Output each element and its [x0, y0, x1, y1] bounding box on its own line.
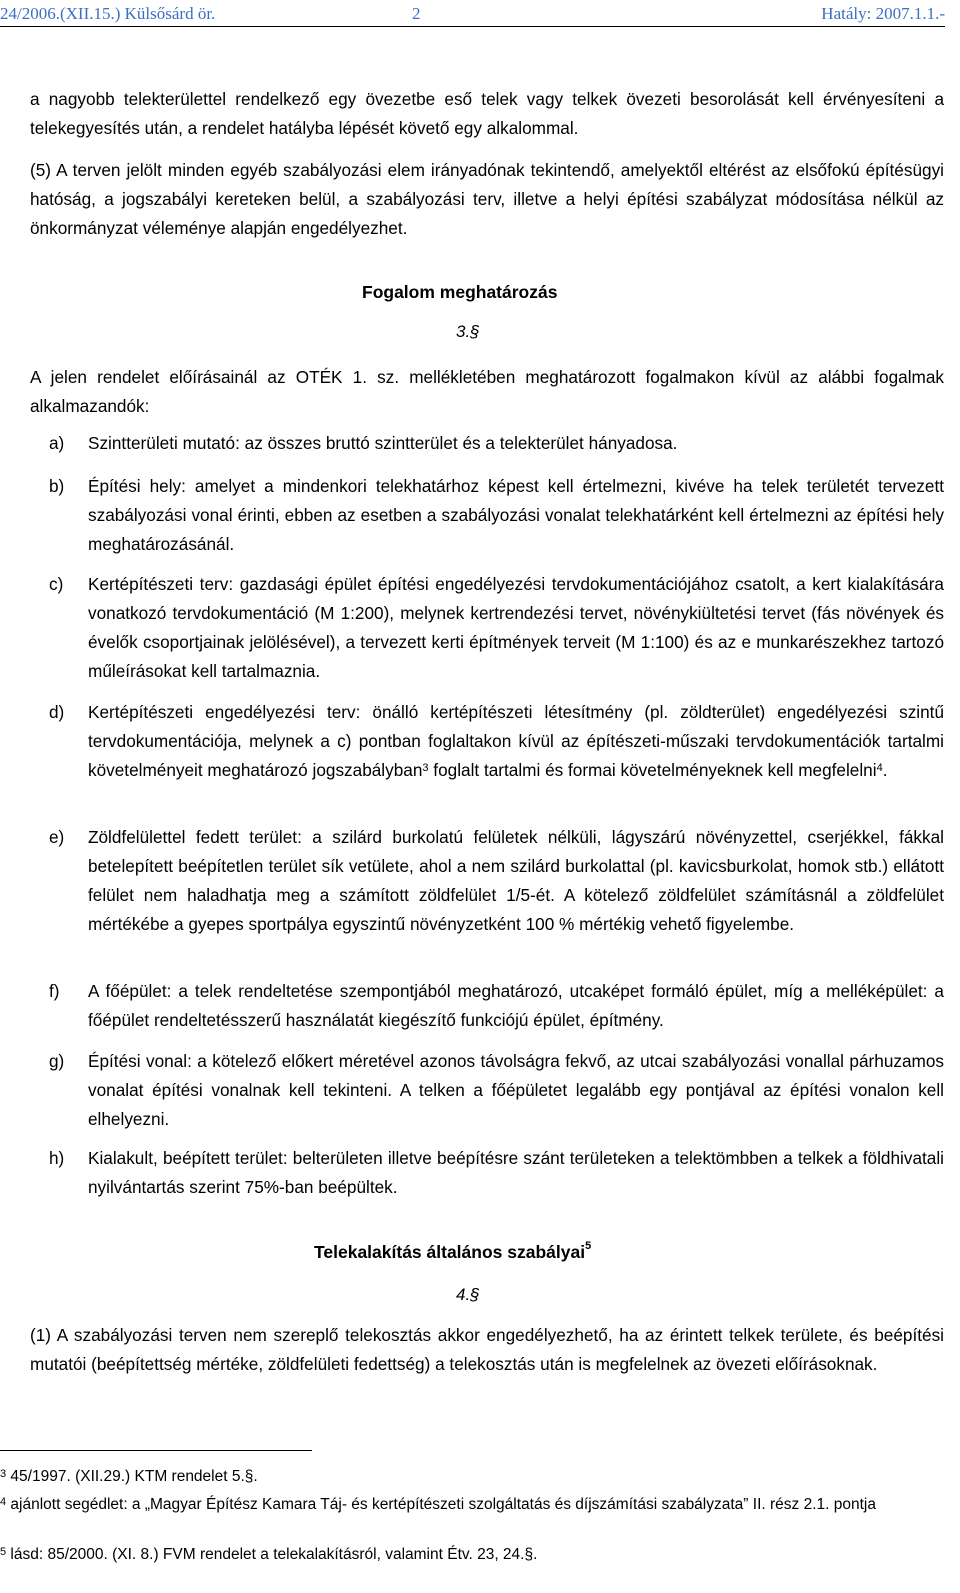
continuation-paragraph: a nagyobb telekterülettel rendelkező egy övezetbe eső telek vagy telkek övezeti besorolását kell érvényesíteni a telekegyesítés után, a rendelet hatályba lépését követő egy alkalommal.: [30, 89, 944, 138]
footnote-text: lásd: 85/2000. (XI. 8.) FVM rendelet a telekalakításról, valamint Étv. 23, 24.§.: [6, 1546, 538, 1563]
paragraph-5: (5) A terven jelölt minden egyéb szabályozási elem irányadónak tekintendő, amelyektől eltérést az elsőfokú építésügyi hatóság, a jogszabályi kereteken belül, a szabályozási terv, illetve a helyi építési szabályzat módosítása nélkül az önkormányzat véleménye alapján engedélyezhet.: [30, 160, 944, 238]
definition-item-f: [49, 977, 944, 1035]
item-label: f): [49, 981, 60, 1001]
item-text: Zöldfelülettel fedett terület: a szilárd burkolatú felületek nélküli, lágyszárú növényzettel, cserjékkel, fákkal betelepített beépítetlen terület sík vetülete, ahol a nem szilárd burkolattal (pl. kavicsburkolat, homok stb.) ellátott felület nem haladhatja meg a számított zöldfelület 1/5-ét. A kötelező zöldfelület számításnál a zöldfelület mértékébe a gyepes sportpálya egyszintű növényzetként 100 % mértékig vehető figyelembe.: [88, 827, 944, 934]
definition-item-c: [49, 570, 944, 686]
footnote-text: ajánlott segédlet: a „Magyar Építész Kamara Táj- és kertépítészeti szolgáltatás és díjszámítási szabályzata” II. rész 2.1. pontja: [6, 1496, 876, 1513]
header-effective-date: Hatály: 2007.1.1.-: [821, 4, 945, 23]
item-text: [88, 698, 944, 785]
definition-item-d: [49, 698, 944, 785]
item-label: c): [49, 574, 64, 594]
header-page-number: 2: [412, 4, 421, 23]
footnote-ref-3[interactable]: 3: [422, 762, 429, 774]
item-label: e): [49, 827, 65, 847]
item-text-part: foglalt tartalmi és formai követelményeknek kell megfelelni: [428, 760, 877, 780]
item-label: b): [49, 476, 65, 496]
definition-item-b: [49, 472, 944, 559]
header-document-id: 24/2006.(XII.15.) Külsősárd ör.: [0, 4, 216, 23]
footnote-number: 3: [0, 1468, 7, 1480]
item-text: Szintterületi mutató: az összes bruttó szintterület és a telekterület hányadosa.: [88, 433, 678, 453]
item-text: Építési hely: amelyet a mindenkori telekhatárhoz képest kell értelmezni, kivéve ha telek területét tervezett szabályozási vonal érinti, ebben az esetben a szabályozási vonalat telekhatárként kell értelmezni az építési hely meghatározásánál.: [88, 476, 944, 554]
footnote-3: [0, 1464, 944, 1489]
item-label: h): [49, 1148, 65, 1168]
item-text: A főépület: a telek rendeltetése szempontjából meghatározó, utcaképet formáló épület, míg a melléképület: a főépület rendeltetésszerű használatát kiegészítő funkciójú épület, építmény.: [88, 981, 944, 1030]
item-label: a): [49, 433, 65, 453]
page-header: [0, 4, 945, 27]
item-text-part: .: [882, 760, 888, 780]
item-text-part: Kertépítészeti engedélyezési terv: önálló kertépítészeti létesítmény (pl. zöldterület) engedélyezési szintű tervdokumentációja, melynek a c) pontban foglaltakon kívül az építészeti-műszaki tervdokumentációk tartalmi követelményeit meghatározó jogszabályban: [88, 702, 944, 780]
footnote-ref-5[interactable]: 5: [585, 1240, 592, 1252]
section-4-number: 4.§: [456, 1285, 480, 1304]
section-3-heading: Fogalom meghatározás: [362, 282, 558, 302]
item-text: Kertépítészeti terv: gazdasági épület építési engedélyezési tervdokumentációjához csatolt, a kert kialakítására vonatkozó tervdokumentáció (M 1:200), melynek kertrendezési tervet, növénykiültetési tervet (fás növények és évelők csoportjainak jelölésével), a tervezett kerti építmények terveit (M 1:100) és az e munkarészekhez tartozó műleírásokat kell tartalmaznia.: [88, 574, 944, 681]
item-text: Kialakult, beépített terület: belterületen illetve beépítésre szánt területeken a telektömbben a telkek a földhivatali nyilvántartás szerint 75%-ban beépültek.: [88, 1148, 944, 1197]
footnote-number: 5: [0, 1546, 7, 1558]
item-text: Építési vonal: a kötelező előkert méretével azonos távolságra fekvő, az utcai szabályozási vonallal párhuzamos vonalat építési vonalnak kell tekinteni. A telken a főépületet legalább egy pontjával az építési vonalon kell elhelyezni.: [88, 1051, 944, 1129]
item-label: d): [49, 702, 65, 722]
section-3-intro: A jelen rendelet előírásainál az OTÉK 1. sz. mellékletében meghatározott fogalmakon kívül az alábbi fogalmak alkalmazandók:: [30, 367, 944, 416]
item-label: g): [49, 1051, 65, 1071]
section-3-number: 3.§: [456, 322, 480, 341]
section-4-paragraph-1: (1) A szabályozási terven nem szereplő telekosztás akkor engedélyezhető, ha az érintett telkek területe, és beépítési mutatói (beépítettség mértéke, zöldfelületi fedettség) a telekosztás után is megfelelnek az övezeti előírásoknak.: [30, 1325, 944, 1374]
section-4-heading: [314, 1242, 591, 1263]
definition-item-g: [49, 1047, 944, 1134]
definition-item-h: [49, 1144, 944, 1202]
footnote-5: [0, 1542, 944, 1567]
footnote-number: 4: [0, 1496, 7, 1508]
footnote-separator: [0, 1450, 312, 1451]
footnote-text: 45/1997. (XII.29.) KTM rendelet 5.§.: [6, 1468, 258, 1485]
footnote-ref-4[interactable]: 4: [876, 762, 883, 774]
definition-item-a: [49, 429, 944, 458]
section-4-heading-text: Telekalakítás általános szabályai: [314, 1242, 586, 1262]
definition-item-e: [49, 823, 944, 939]
footnote-4: [0, 1492, 944, 1517]
